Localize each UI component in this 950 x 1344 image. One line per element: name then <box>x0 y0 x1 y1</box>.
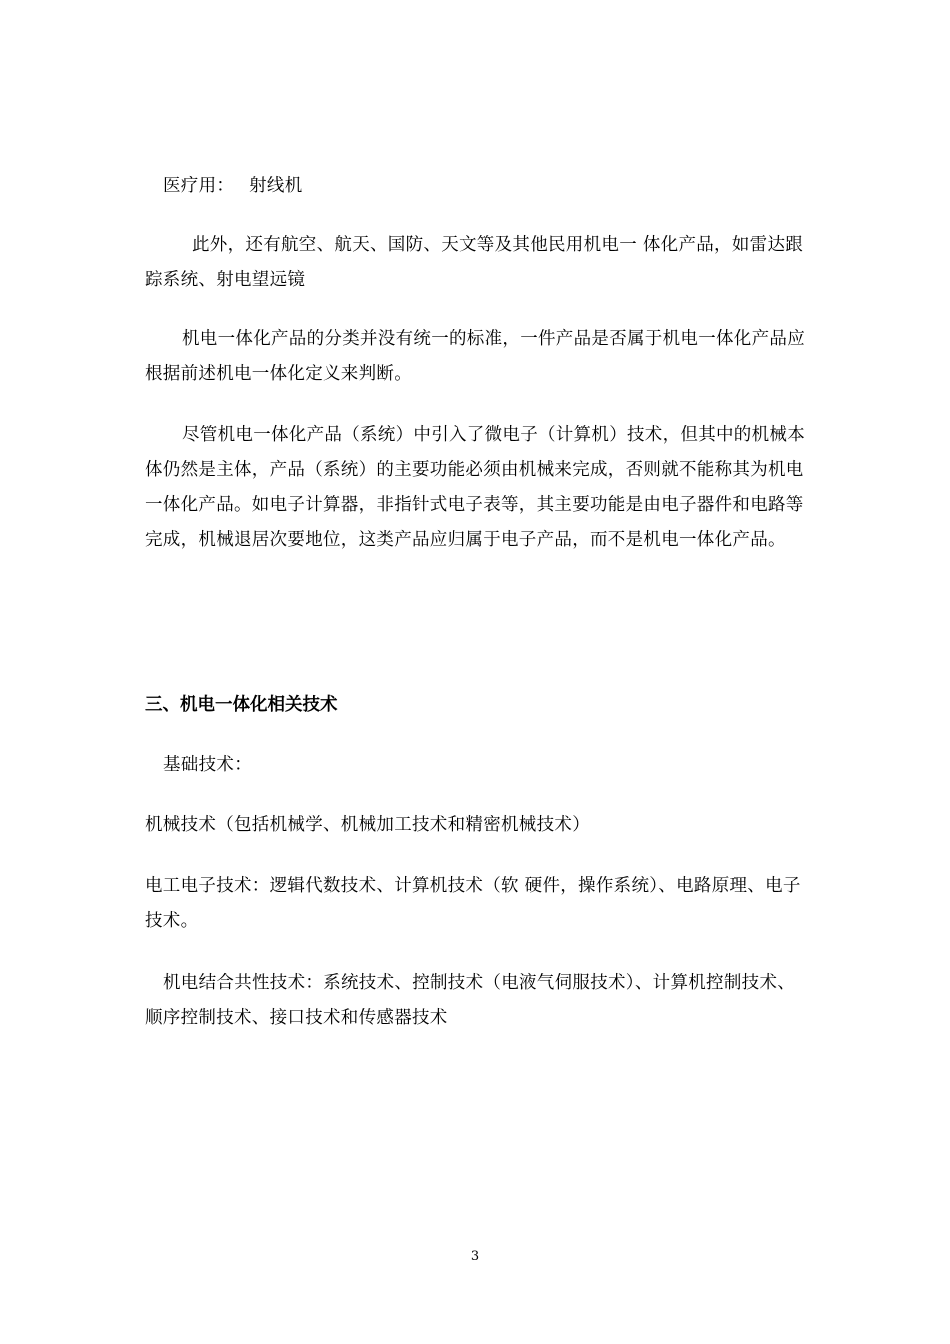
section-heading: 三、机电一体化相关技术 <box>145 695 338 715</box>
paragraph-electrical-tech: 电工电子技术：逻辑代数技术、计算机技术（软 硬件，操作系统）、电路原理、电子技术。 <box>145 876 801 931</box>
paragraph-mechanical-tech: 机械技术（包括机械学、机械加工技术和精密机械技术） <box>145 815 590 835</box>
paragraph-mechanical-main: 尽管机电一体化产品（系统）中引入了微电子（计算机）技术，但其中的机械本体仍然是主体，产品（系统）的主要功能必须由机械来完成，否则就不能称其为机电一体化产品。如电子计算器，非指针式电子表等，其主要功能是由电子器件和电路等完成，机械退居次要地位，这类产品应归属于电子产品，而不是机电一体化产品。 <box>145 425 805 550</box>
paragraph-common-tech: 机电结合共性技术：系统技术、控制技术（电液气伺服技术）、计算机控制技术、顺序控制技术、接口技术和传感器技术 <box>145 973 796 1028</box>
basic-tech-label: 基础技术： <box>163 755 252 775</box>
paragraph-other-products: 此外，还有航空、航天、国防、天文等及其他民用机电一 体化产品，如雷达跟踪系统、射电望远镜 <box>145 235 804 290</box>
page-number: 3 <box>470 1249 480 1264</box>
paragraph-classification: 机电一体化产品的分类并没有统一的标准，一件产品是否属于机电一体化产品应根据前述机电一体化定义来判断。 <box>145 329 805 384</box>
paragraph-medical: 医疗用： 射线机 <box>163 176 303 196</box>
